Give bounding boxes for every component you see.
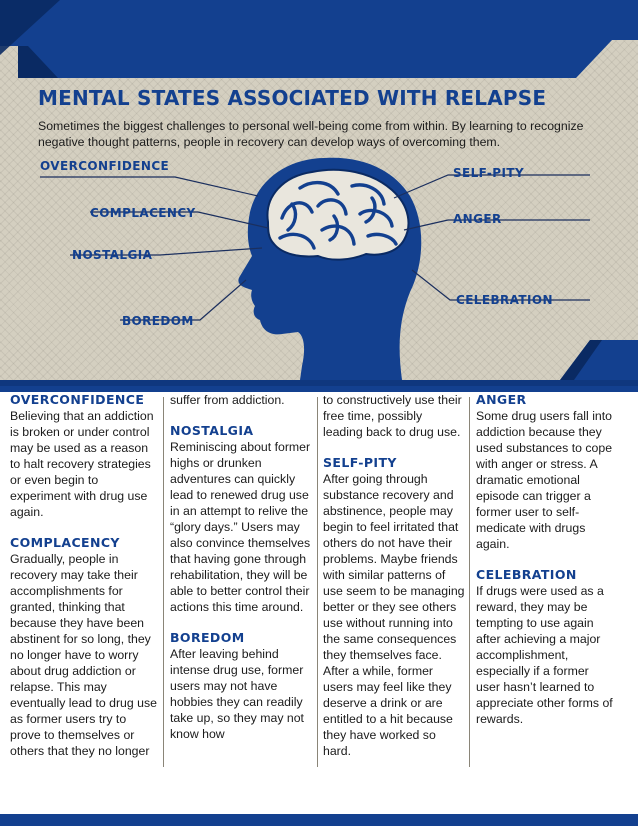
heading-self-pity: SELF-PITY [323,455,397,470]
heading-boredom: BOREDOM [170,630,245,645]
column-divider [317,397,318,767]
text-boredom: After leaving behind intense drug use, former users may not have hobbies they can readily take up, so they may not know how [170,647,304,741]
label-self-pity: SELF-PITY [453,166,525,180]
column-4 [476,392,616,727]
text-celebration: If drugs were used as a reward, they may be tempting to use again after achieving a major accomplishment, especially if a former user hasn’t learned to appreciate other forms of rewards. [476,584,613,726]
column-divider [469,397,470,767]
label-anger: ANGER [453,212,502,226]
page-subtitle: Sometimes the biggest challenges to personal well-being come from within. By learning to recognize negative thought patterns, people in recovery can develop ways of overcoming them. [38,119,584,149]
column-divider [163,397,164,767]
label-boredom: BOREDOM [122,314,194,328]
column-2 [170,392,313,742]
text-nostalgia: Reminiscing about former highs or drunken adventures can quickly lead to renewed drug use in an attempt to relive the “glory days.” Users may also convince themselves that having gone through rehabilitation, they will be able to better control their actions this time around. [170,440,311,614]
heading-anger: ANGER [476,392,527,407]
heading-celebration: CELEBRATION [476,567,577,582]
column-1 [10,392,160,759]
heading-nostalgia: NOSTALGIA [170,423,254,438]
text-boredom-continued: to constructively use their free time, possibly leading back to drug use. [323,393,462,439]
label-nostalgia: NOSTALGIA [72,248,153,262]
head-brain-illustration [0,0,638,380]
text-complacency-continued: suffer from addiction. [170,393,285,407]
heading-overconfidence: OVERCONFIDENCE [10,392,145,407]
heading-complacency: COMPLACENCY [10,535,120,550]
label-celebration: CELEBRATION [456,293,553,307]
label-complacency: COMPLACENCY [90,206,196,220]
column-3 [323,392,465,759]
page-title: MENTAL STATES ASSOCIATED WITH RELAPSE [38,86,547,110]
text-self-pity: After going through substance recovery and abstinence, people may begin to feel irritated that others do not have their problems. Maybe friends with similar patterns of use seem to be managing better or they see others use without running into the same consequences they themselves face. After a while, former users may feel like they deserve a drink or are entitled to a hit because they have worked so hard. [323,472,465,758]
label-overconfidence: OVERCONFIDENCE [40,159,170,173]
text-anger: Some drug users fall into addiction because they used substances to cope with anger or stress. A dramatic emotional episode can trigger a former user to self-medicate with drugs again. [476,409,613,551]
text-complacency: Gradually, people in recovery may take their accomplishments for granted, thinking that because they have been abstinent for so long, they no longer have to worry about drug addiction or relapse. This may eventually lead to drug use as former users try to prove to themselves or others that they no longer [10,552,157,758]
text-overconfidence: Believing that an addiction is broken or under control may be used as a reason to halt recovery strategies or even begin to experiment with drug use again. [10,409,154,519]
